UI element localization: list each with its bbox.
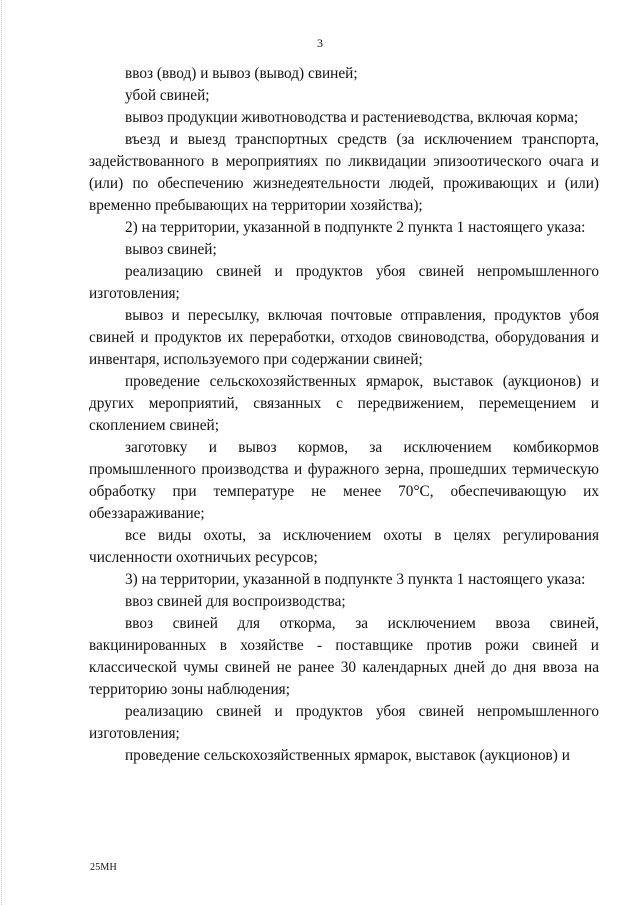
paragraph: въезд и выезд транспортных средств (за исключением транспорта, задействованного в мероприятиях по ликвидации эпизоотического очага и (или) по обеспечению жизнедеятельности людей, проживающих и (или) временно пребывающих на территории хозяйства); <box>89 131 599 214</box>
paragraph: ввоз (ввод) и вывоз (вывод) свиней; <box>125 65 358 82</box>
paragraph: ввоз свиней для воспроизводства; <box>125 593 346 610</box>
paragraph: 3) на территории, указанной в подпункте 3 пункта 1 настоящего указа: <box>125 571 586 588</box>
paragraph: вывоз и пересылку, включая почтовые отправления, продуктов убоя свиней и продуктов их переработки, отходов свиноводства, оборудования и инвентаря, используемого при содержании свиней; <box>89 307 599 368</box>
paragraph: реализацию свиней и продуктов убоя свиней непромышленного изготовления; <box>89 703 599 742</box>
paragraph: все виды охоты, за исключением охоты в целях регулирования численности охотничьих ресурсов; <box>89 527 599 566</box>
paragraph: проведение сельскохозяйственных ярмарок, выставок (аукционов) и <box>125 747 570 764</box>
paragraph: заготовку и вывоз кормов, за исключением комбикормов промышленного производства и фуражного зерна, прошедших термическую обработку при температуре не менее 70°С, обеспечивающую их обеззараживание; <box>89 439 599 522</box>
paragraph: вывоз свиней; <box>125 241 217 258</box>
paragraph: проведение сельскохозяйственных ярмарок, выставок (аукционов) и других мероприятий, связанных с передвижением, перемещением и скоплением свиней; <box>89 373 599 434</box>
paragraph: реализацию свиней и продуктов убоя свиней непромышленного изготовления; <box>89 263 599 302</box>
paragraph: убой свиней; <box>125 87 210 104</box>
paragraph: вывоз продукции животноводства и растениеводства, включая корма; <box>125 109 579 126</box>
paragraph: ввоз свиней для откорма, за исключением ввоза свиней, вакцинированных в хозяйстве - поставщике против рожи свиней и классической чумы свиней не ранее 30 календарных дней до дня ввоза на территорию зоны наблюдения; <box>89 615 599 698</box>
paragraph: 2) на территории, указанной в подпункте 2 пункта 1 настоящего указа: <box>125 219 586 236</box>
scan-edge <box>1 0 4 905</box>
document-body <box>89 63 599 767</box>
footer-document-code: 25МН <box>90 862 117 873</box>
page-number: 3 <box>317 36 323 50</box>
